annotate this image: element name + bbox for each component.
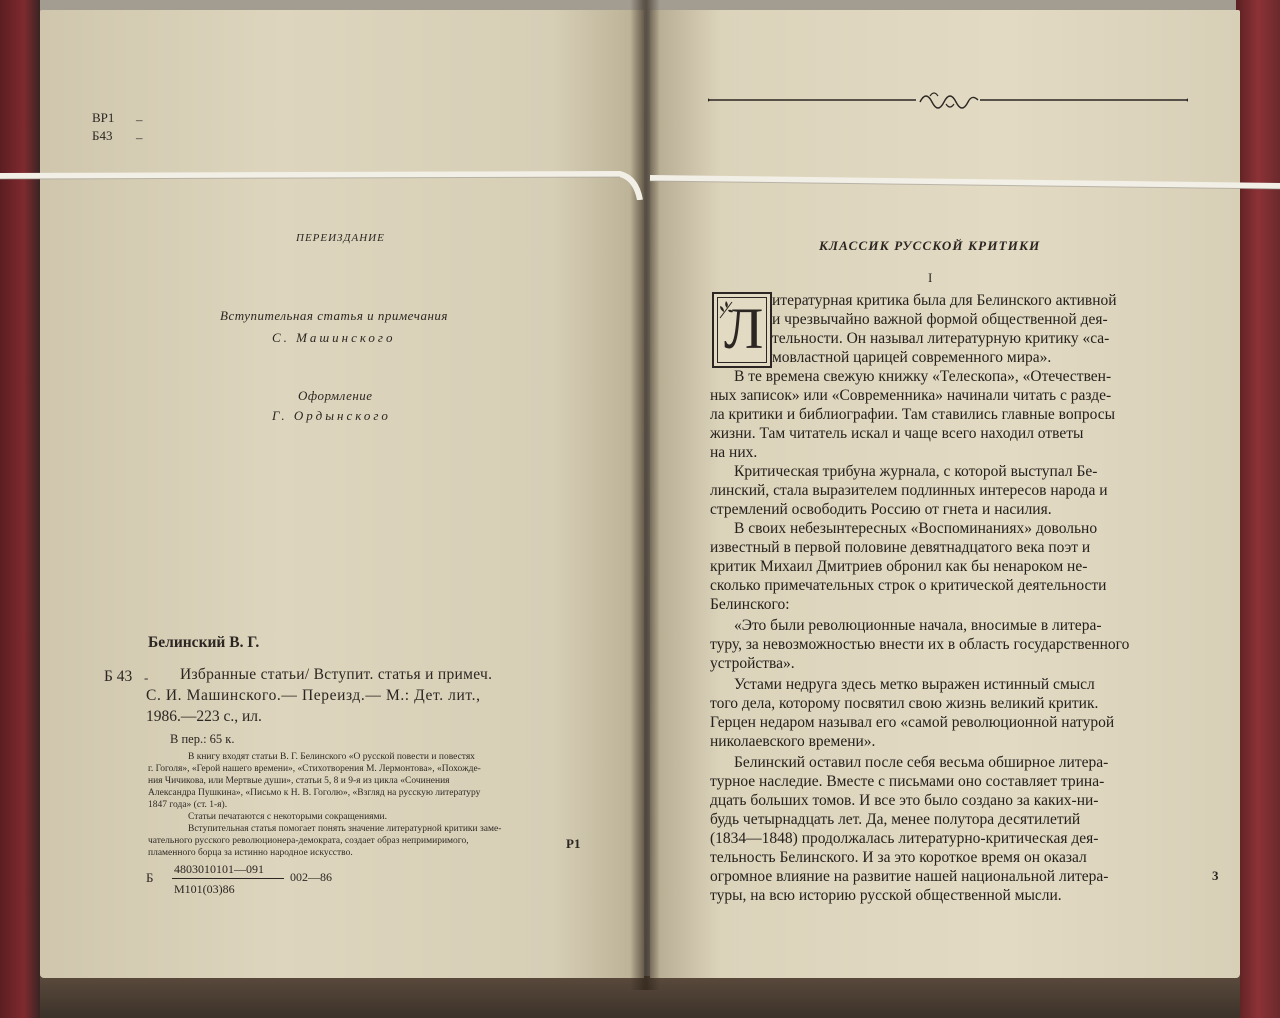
annotation-line: пламенного борца за истинно народное искусство. (148, 848, 353, 858)
body-line: ных записок» или «Современника» начинали читать с разде- (710, 387, 1112, 404)
reissue-label: ПЕРЕИЗДАНИЕ (296, 232, 385, 244)
formula-letter: Б (146, 870, 154, 885)
intro-author: С. Машинского (272, 330, 396, 345)
body-line: туры, на всю историю русской общественной мысли. (710, 887, 1062, 904)
body-line: на них. (710, 444, 758, 461)
body-line: Белинский оставил после себя весьма обширное литера- (734, 754, 1109, 771)
price: В пер.: 65 к. (170, 732, 235, 746)
annotation-line: Александра Пушкина», «Письмо к Н. В. Гоголю», «Взгляд на русскую литературу (148, 788, 481, 798)
book-spine-gutter (630, 0, 660, 990)
annotation-line: 1847 года» (ст. 1-я). (148, 800, 228, 810)
index-code-2: Б43 (92, 128, 113, 143)
body-line: дцать больших томов. И все это было создано за каких-ни- (710, 792, 1099, 809)
body-line: и чрезвычайно важной формой общественной дея- (772, 311, 1108, 328)
left-page (40, 10, 644, 978)
dash-mark-2: – (136, 130, 143, 145)
body-line: ла критики и библиографии. Там ставились главные вопросы (710, 406, 1116, 423)
body-line: В своих небезынтересных «Воспоминаниях» довольно (734, 520, 1098, 537)
body-line: огромное влияние на развитие нашей национальной литера- (710, 868, 1109, 885)
body-line: жизни. Там читатель искал и чаще всего находил ответы (710, 425, 1084, 442)
body-line: Критическая трибуна журнала, с которой выступал Бе- (734, 463, 1098, 480)
drop-cap-letter: Л (724, 296, 764, 361)
body-line: тельности. Он называл литературную критику «са- (772, 330, 1110, 347)
biblio-line-2: С. И. Машинского.— Переизд.— М.: Дет. лит., (146, 687, 481, 704)
annotation-line: Вступительная статья помогает понять значение литературной критики заме- (188, 824, 502, 834)
dash-mark: – (136, 112, 143, 127)
page-number: 3 (1212, 868, 1219, 883)
body-line: николаевского времени». (710, 733, 876, 750)
body-line: туру, за невозможностью внести их в область государственного (710, 636, 1130, 653)
annotation-line: Статьи печатаются с некоторыми сокращениями. (188, 812, 388, 822)
body-line: известный в первой половине девятнадцатого века поэт и (710, 539, 1091, 556)
r1-mark: Р1 (566, 836, 581, 851)
body-line: будь четырнадцать лет. Да, менее полутора десятилетий (710, 811, 1081, 828)
body-line: стремлений освободить Россию от гнета и насилия. (710, 501, 1052, 518)
body-line: «Это были революционные начала, вносимые в литера- (734, 617, 1102, 634)
design-label: Оформление (298, 388, 373, 403)
drop-cap-frame (712, 292, 772, 368)
annotation-line: г. Гоголя», «Герой нашего времени», «Стихотворения М. Лермонтова», «Похожде- (148, 764, 481, 774)
body-line: Устами недруга здесь метко выражен истинный смысл (734, 676, 1095, 693)
ornament-divider (708, 88, 1188, 112)
formula-suffix: 002—86 (290, 870, 332, 884)
dash-mark-3: - (144, 670, 149, 685)
formula-numerator: 4803010101—091 (174, 862, 264, 876)
chapter-title: КЛАССИК РУССКОЙ КРИТИКИ (819, 238, 1041, 253)
body-line: итературная критика была для Белинского активной (772, 292, 1117, 309)
body-line: турное наследие. Вместе с письмами оно составляет трина- (710, 773, 1105, 790)
body-line: тельность Белинского. И за это короткое время он оказал (710, 849, 1087, 866)
body-line: того дела, которому посвятил свою жизнь великий критик. (710, 695, 1099, 712)
body-line: В те времена свежую книжку «Телескопа», «Отечествен- (734, 368, 1112, 385)
body-line: линский, стала выразителем подлинных интересов народа и (710, 482, 1108, 499)
body-line: сколько примечательных строк о критической деятельности (710, 577, 1107, 594)
intro-label: Вступительная статья и примечания (220, 308, 448, 323)
body-line: критик Михаил Дмитриев обронил как бы ненароком не- (710, 558, 1088, 575)
body-line: (1834—1848) продолжалась литературно-критическая дея- (710, 830, 1099, 847)
formula-fraction-bar (172, 878, 284, 879)
body-line: Герцен недаром называл его «самой революционной натурой (710, 714, 1115, 731)
annotation-line: чательного русского революционера-демократа, создает образ непримиримого, (148, 836, 469, 846)
elastic-band-strip (0, 170, 1280, 200)
body-line: мовластной царицей современного мира». (772, 349, 1052, 366)
index-code-1: ВР1 (92, 110, 115, 125)
book-cover-left (0, 0, 40, 1018)
biblio-line-1: Избранные статьи/ Вступит. статья и примеч. (180, 666, 493, 683)
elastic-band (0, 170, 1280, 180)
book-cover-right (1236, 0, 1280, 1018)
formula-denominator: М101(03)86 (174, 882, 235, 896)
biblio-line-3: 1986.—223 с., ил. (146, 708, 262, 725)
author-heading: Белинский В. Г. (148, 634, 260, 651)
section-number: I (928, 270, 933, 285)
body-line: устройства». (710, 655, 795, 672)
annotation-line: ния Чичикова, или Мертвые души», статьи 5, 8 и 9-я из цикла «Сочинения (148, 776, 450, 786)
catalog-code: Б 43 (104, 668, 133, 685)
design-author: Г. Ордынского (272, 408, 391, 423)
annotation-line: В книгу входят статьи В. Г. Белинского «О русской повести и повестях (188, 752, 475, 762)
body-line: Белинского: (710, 596, 790, 613)
